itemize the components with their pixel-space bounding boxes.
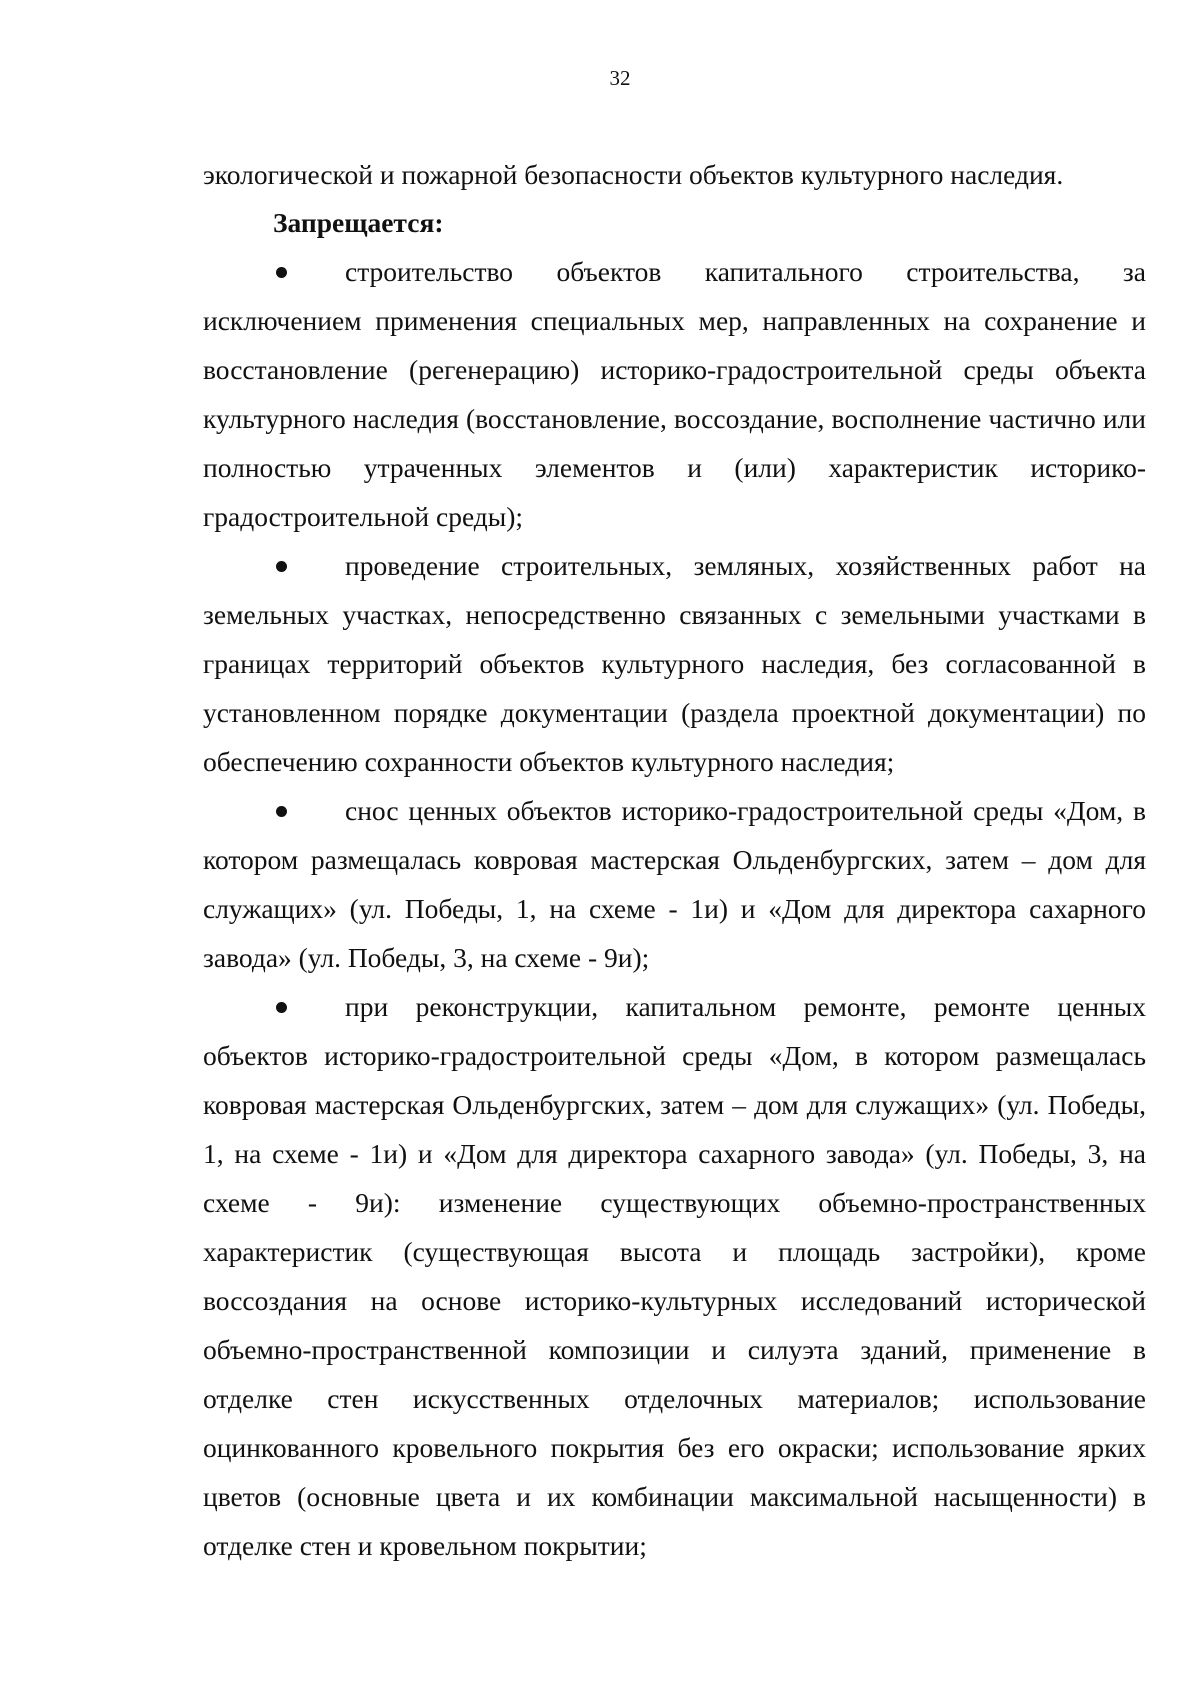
intro-paragraph: экологической и пожарной безопасности объектов культурного наследия. bbox=[203, 159, 1064, 190]
page-number: 32 bbox=[609, 66, 631, 90]
bullet-item bbox=[203, 541, 1146, 786]
bullet-item bbox=[203, 247, 1146, 541]
bullet-icon bbox=[276, 1002, 287, 1013]
bullet-icon bbox=[276, 267, 287, 278]
bullet-text: при реконструкции, капитальном ремонте, ремонте ценных объектов историко-градостроительной среды «Дом, в котором размещалась ковровая мастерская Ольденбургских, затем – дом для служащих» (ул. Победы, 1, на схеме - 1и) и «Дом для директора сахарного завода» (ул. Победы, 3, на схеме - 9и): изменение существующих объемно-пространственных характеристик (существующая высота и площадь застройки), кроме воссоздания на основе историко-культурных исследований исторической объемно-пространственной композиции и силуэта зданий, применение в отделке стен искусственных отделочных материалов; использование оцинкованного кровельного покрытия без его окраски; использование ярких цветов (основные цвета и их комбинации максимальной насыщенности) в отделке стен и кровельном покрытии; bbox=[203, 991, 1146, 1561]
bullet-text: проведение строительных, земляных, хозяйственных работ на земельных участках, непосредственно связанных с земельными участками в границах территорий объектов культурного наследия, без согласованной в установленном порядке документации (раздела проектной документации) по обеспечению сохранности объектов культурного наследия; bbox=[203, 550, 1146, 777]
bullet-text: строительство объектов капитального строительства, за исключением применения специальных мер, направленных на сохранение и восстановление (регенерацию) историко-градостроительной среды объекта культурного наследия (восстановление, воссоздание, восполнение частично или полностью утраченных элементов и (или) характеристик историко-градостроительной среды); bbox=[203, 256, 1146, 532]
bullet-icon bbox=[276, 561, 287, 572]
bullet-item bbox=[203, 982, 1146, 1570]
document-body bbox=[203, 150, 1146, 1570]
bullet-item bbox=[203, 786, 1146, 982]
bullet-icon bbox=[276, 806, 287, 817]
section-heading: Запрещается: bbox=[273, 207, 444, 238]
bullet-text: снос ценных объектов историко-градостроительной среды «Дом, в котором размещалась ковровая мастерская Ольденбургских, затем – дом для служащих» (ул. Победы, 1, на схеме - 1и) и «Дом для директора сахарного завода» (ул. Победы, 3, на схеме - 9и); bbox=[203, 795, 1146, 973]
